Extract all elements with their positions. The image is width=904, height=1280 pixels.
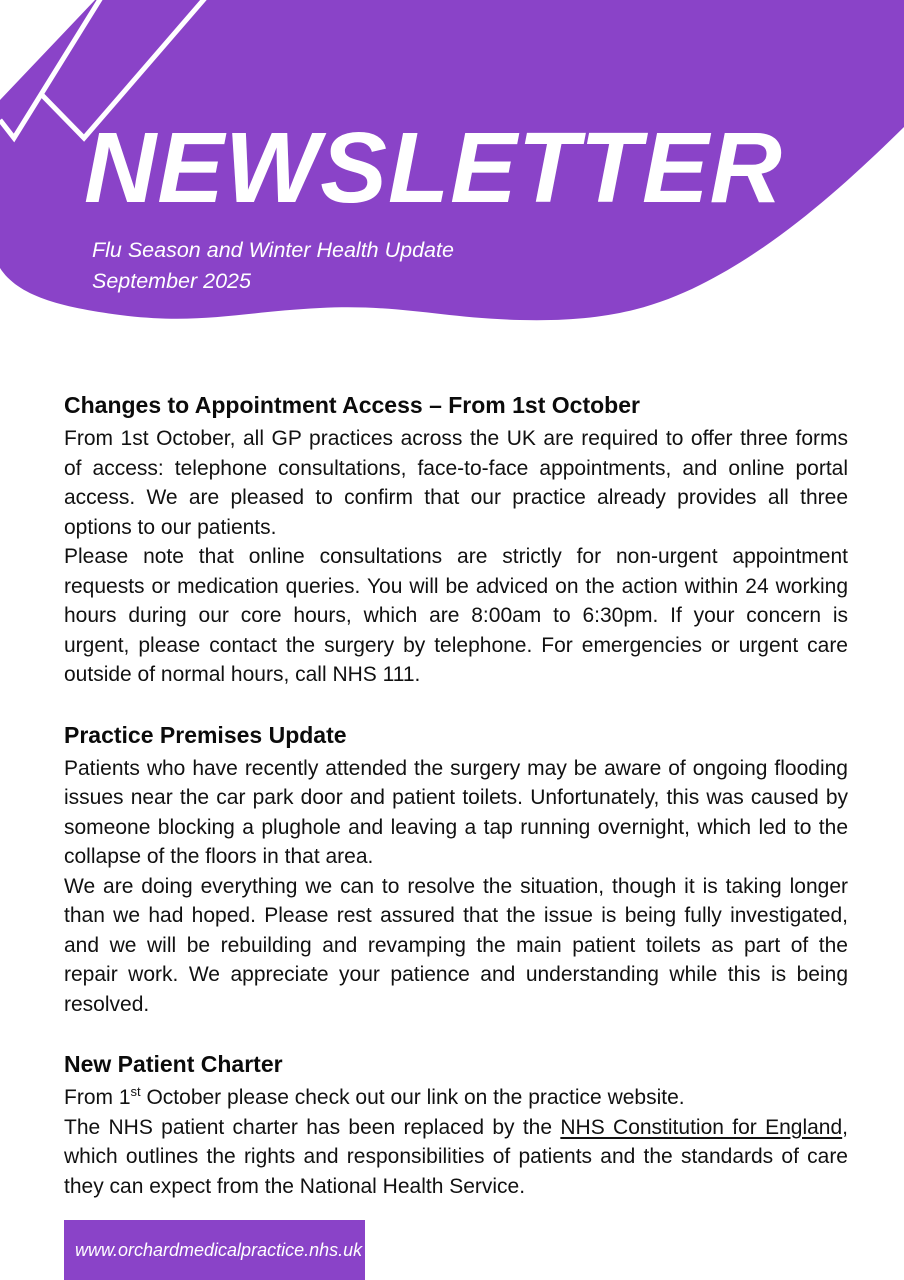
text-line: they can expect from the National Health Service. <box>64 1174 526 1198</box>
paragraph <box>64 1083 848 1113</box>
text-line: collapse of the floors in that area. <box>64 845 374 868</box>
text-line: From 1st October, all GP practices across the UK are required to offer three forms <box>64 427 848 450</box>
newsletter-date: September 2025 <box>92 269 251 293</box>
intro-line-prefix: From 1 <box>64 1086 131 1109</box>
text-line: of access: telephone consultations, face-to-face appointments, and online portal <box>64 456 848 480</box>
text-line: Please note that online consultations are strictly for non-urgent appointment <box>64 545 848 568</box>
footer-bar <box>64 1220 365 1280</box>
text-line: Patients who have recently attended the surgery may be aware of ongoing flooding <box>64 756 848 780</box>
text-line: issues near the car park door and patient toilets. Unfortunately, this was caused by <box>64 786 848 809</box>
text-line: someone blocking a plughole and leaving a tap running overnight, which led to the <box>64 815 848 839</box>
nhs-constitution-link[interactable]: NHS Constitution for England <box>560 1115 843 1139</box>
text-line: options to our patients. <box>64 515 277 539</box>
paragraph-continuation <box>64 1142 848 1201</box>
link-line-after: , <box>842 1115 849 1139</box>
intro-line <box>64 1083 848 1113</box>
text-line: which outlines the rights and responsibilities of patients and the standards of care <box>64 1145 848 1168</box>
text-line: and we will be rebuilding and revamping the main patient toilets as part of the <box>64 933 848 957</box>
text-line: urgent, please contact the surgery by telephone. For emergencies or urgent care <box>64 633 848 657</box>
text-line: requests or medication queries. You will be adviced on the action within 24 working <box>64 574 848 598</box>
newsletter-body <box>64 391 848 1201</box>
section-heading: Changes to Appointment Access – From 1st October <box>64 392 640 418</box>
text-line: outside of normal hours, call NHS 111. <box>64 663 421 686</box>
text-line: repair work. We appreciate your patience and understanding while this is being <box>64 963 848 986</box>
section-heading: New Patient Charter <box>64 1051 283 1077</box>
text-line: resolved. <box>64 992 150 1016</box>
text-line: than we had hoped. Please rest assured that the issue is being fully investigated, <box>64 904 848 927</box>
paragraph <box>64 1113 848 1202</box>
newsletter-title: NEWSLETTER <box>84 112 783 224</box>
text-line: We are doing everything we can to resolve the situation, though it is taking longer <box>64 874 848 898</box>
text-line: hours during our core hours, which are 8:00am to 6:30pm. If your concern is <box>64 604 848 627</box>
text-line <box>64 1113 848 1143</box>
section-premises-update <box>64 721 848 1020</box>
text-line: access. We are pleased to confirm that our practice already provides all three <box>64 486 848 509</box>
newsletter-subtitle: Flu Season and Winter Health Update <box>92 238 454 262</box>
ordinal-superscript: st <box>130 1084 141 1099</box>
paragraph <box>64 424 848 542</box>
paragraph <box>64 542 848 690</box>
paragraph <box>64 872 848 1020</box>
intro-line-suffix: October please check out our link on the practice website. <box>140 1086 685 1109</box>
link-line-before: The NHS patient charter has been replaced by the <box>64 1115 561 1139</box>
section-heading: Practice Premises Update <box>64 721 347 748</box>
section-appointment-access <box>64 391 848 690</box>
website-url: www.orchardmedicalpractice.nhs.uk <box>75 1239 363 1260</box>
paragraph <box>64 754 848 872</box>
section-patient-charter <box>64 1050 848 1201</box>
